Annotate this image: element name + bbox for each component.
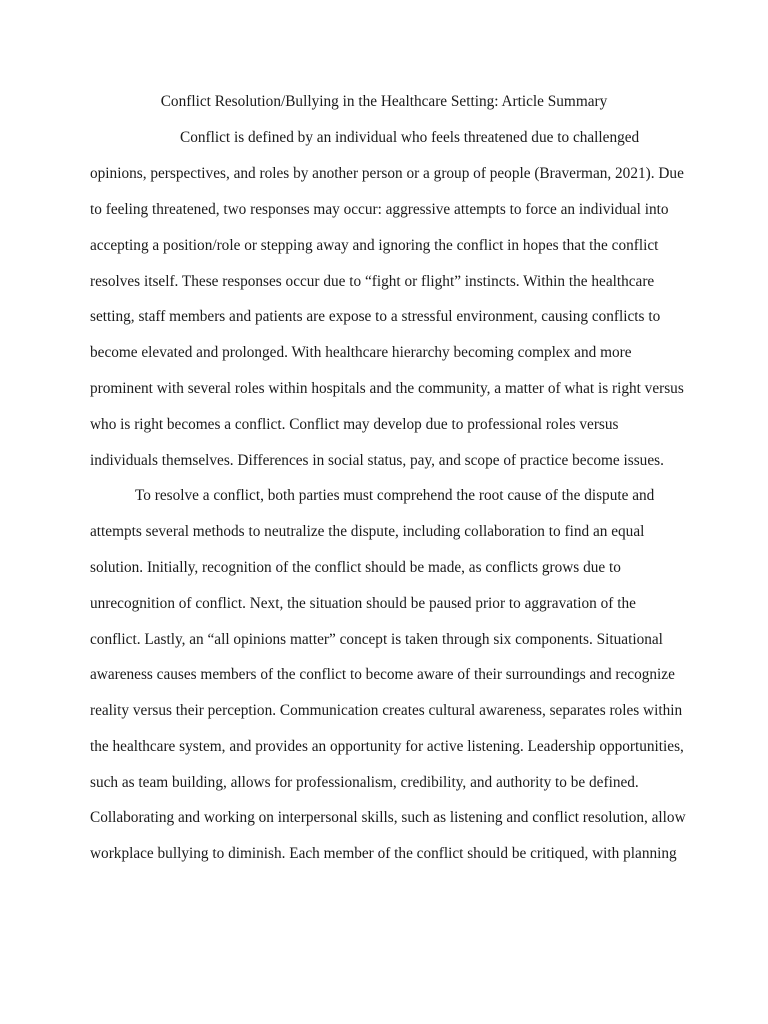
paragraph-2-line-10: Collaborating and working on interpersonal skills, such as listening and conflict resolution, allow [90, 809, 686, 826]
document-title: Conflict Resolution/Bullying in the Healthcare Setting: Article Summary [160, 93, 608, 110]
paragraph-2-line-7: reality versus their perception. Communication creates cultural awareness, separates roles within [90, 702, 683, 719]
paragraph-2-line-1: To resolve a conflict, both parties must comprehend the root cause of the dispute and [135, 487, 655, 504]
paragraph-2-line-4: unrecognition of conflict. Next, the situation should be paused prior to aggravation of the [90, 595, 636, 612]
paragraph-1-line-5: resolves itself. These responses occur due to “fight or flight” instincts. Within the healthcare [90, 273, 655, 290]
paragraph-1-line-3: to feeling threatened, two responses may occur: aggressive attempts to force an individual into [90, 201, 669, 218]
paragraph-1-line-8: prominent with several roles within hospitals and the community, a matter of what is right versus [90, 380, 684, 397]
paragraph-2-line-5: conflict. Lastly, an “all opinions matter” concept is taken through six components. Situational [90, 631, 663, 648]
paragraph-1-line-9: who is right becomes a conflict. Conflict may develop due to professional roles versus [90, 416, 619, 433]
paragraph-2-line-6: awareness causes members of the conflict to become aware of their surroundings and recognize [90, 666, 675, 683]
paragraph-1-line-6: setting, staff members and patients are expose to a stressful environment, causing conflicts to [90, 308, 661, 325]
paragraph-1-line-1: Conflict is defined by an individual who feels threatened due to challenged [180, 129, 640, 146]
paragraph-2-line-8: the healthcare system, and provides an opportunity for active listening. Leadership opportunities, [90, 738, 684, 755]
paragraph-1-line-4: accepting a position/role or stepping away and ignoring the conflict in hopes that the conflict [90, 237, 659, 254]
paragraph-2-line-11: workplace bullying to diminish. Each member of the conflict should be critiqued, with planning [90, 845, 677, 862]
paragraph-1-line-7: become elevated and prolonged. With healthcare hierarchy becoming complex and more [90, 344, 632, 361]
paragraph-2-line-3: solution. Initially, recognition of the conflict should be made, as conflicts grows due to [90, 559, 621, 576]
paragraph-1-line-2: opinions, perspectives, and roles by another person or a group of people (Braverman, 2021). Due [90, 165, 684, 182]
paragraph-1-line-10: individuals themselves. Differences in social status, pay, and scope of practice become issues. [90, 452, 664, 469]
paragraph-2-line-9: such as team building, allows for professionalism, credibility, and authority to be defined. [90, 774, 639, 791]
paragraph-2-line-2: attempts several methods to neutralize the dispute, including collaboration to find an equal [90, 523, 645, 540]
